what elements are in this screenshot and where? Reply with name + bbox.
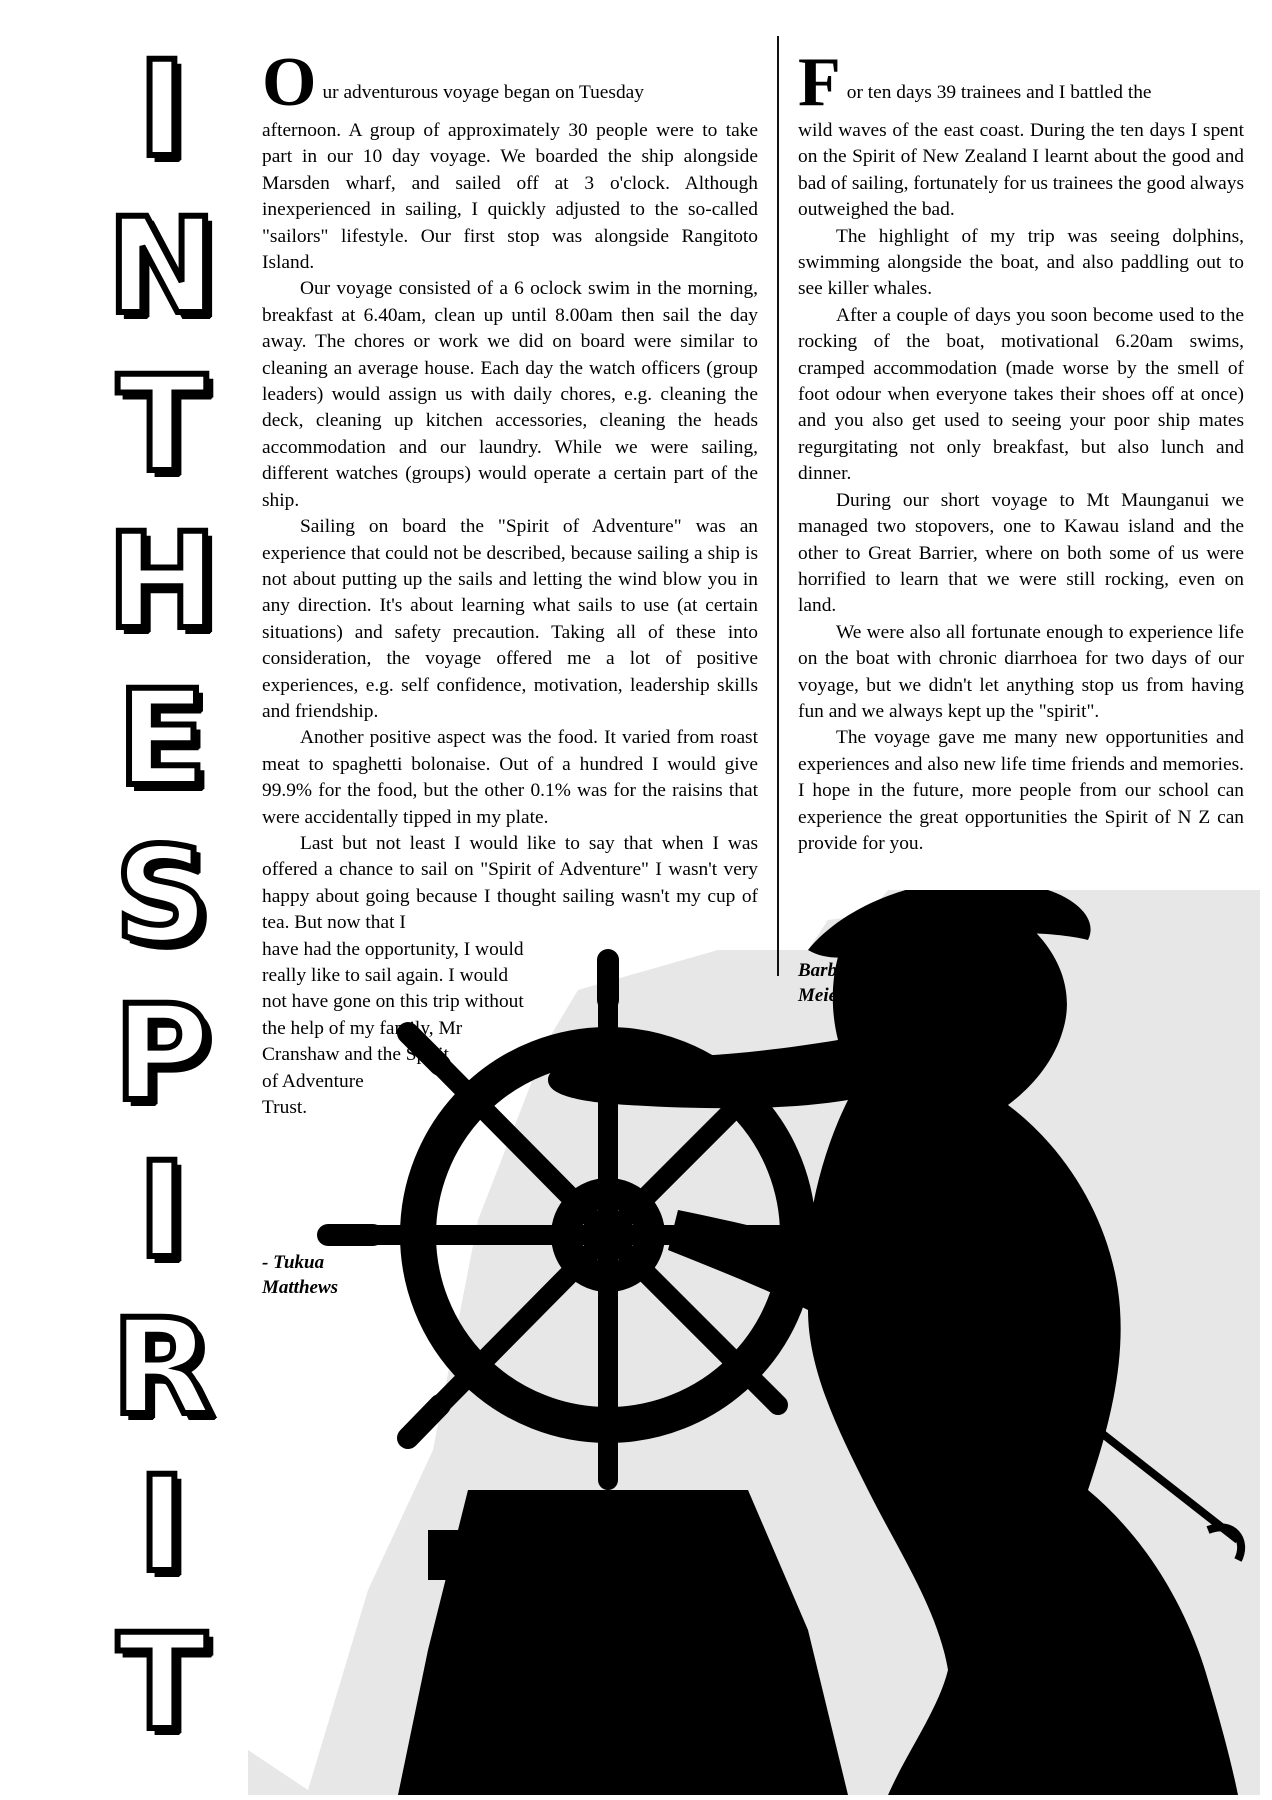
paragraph: Last but not least I would like to say that when I was offered a chance to sail on "Spirit of Adventure" I wasn't very happy about going because I thought sailing wasn't my cup of tea. But now that I xyxy=(262,832,758,934)
paragraph: The voyage gave me many new opportunities and experiences and also new life time friends and memories. I hope in the future, more people from our school can experience the great opportunities the Spirit of N Z can provide for you. xyxy=(798,727,1244,854)
lead-line xyxy=(798,44,1244,121)
title-letter: T xyxy=(116,347,208,502)
signature-dash: - xyxy=(835,930,842,951)
signature-line: Barbara xyxy=(798,960,864,981)
text-line: Trust. xyxy=(262,1097,308,1119)
lead-text: ur adventurous voyage began on Tuesday xyxy=(322,81,644,103)
title-letter: N xyxy=(106,190,218,345)
paragraph: The highlight of my trip was seeing dolphins, swimming alongside the boat, and also paddling out to see killer whales. xyxy=(798,225,1244,300)
text-line: not have gone on this trip without xyxy=(262,991,524,1013)
paragraph: We were also all fortunate enough to experience life on the boat with chronic diarrhoea for two days of our voyage, but we didn't let anything stop us from having fun and we always kept up the "spirit". xyxy=(798,621,1244,722)
article-column-right xyxy=(798,44,1244,857)
paragraph: Another positive aspect was the food. It varied from roast meat to spaghetti bolonaise. Out of a hundred I would give 99.9% for the food, but the other 0.1% was for the raisins that were accidentally tipped in my plate. xyxy=(262,727,758,828)
lead-text: or ten days 39 trainees and I battled the xyxy=(846,81,1152,103)
signature-line: Matthews xyxy=(262,1277,339,1298)
title-letter: I xyxy=(137,1133,187,1288)
signature-line: Meier xyxy=(798,985,845,1006)
drop-cap: F xyxy=(798,44,841,121)
paragraph: afternoon. A group of approximately 30 people were to take part in our 10 day voyage. We boarded the ship alongside Marsden wharf, and sailed off at 3 o'clock. Although inexperienced in sailing, I quickly adjusted to the so-called "sailors" lifestyle. Our first stop was alongside Rangitoto Island. xyxy=(262,120,758,274)
paragraph: wild waves of the east coast. During the ten days I spent on the Spirit of New Zealand I learnt about the good and bad of sailing, fortunately for us trainees the good always outweighed the bad. xyxy=(798,120,1244,221)
title-letter: T xyxy=(116,1605,208,1760)
vertical-title xyxy=(92,33,232,1774)
title-letter: E xyxy=(116,662,208,817)
title-letter: P xyxy=(113,976,211,1131)
article-column-left xyxy=(262,44,758,1121)
author-signature-right xyxy=(798,958,918,1008)
paragraph: Our voyage consisted of a 6 oclock swim in the morning, breakfast at 6.40am, clean up until 8.00am then sail the day away. The chores or work we did on board were similar to cleaning an average house. Each day the watch officers (group leaders) would assign us with daily chores, e.g. cleaning the deck, cleaning up kitchen accessories, cleaning the heads accommodation and our laundry. While we were sailing, different watches (groups) would operate a certain part of the ship. xyxy=(262,278,758,511)
title-letter: R xyxy=(111,1291,213,1446)
text-line: of Adventure xyxy=(262,1070,364,1092)
signature-line: - Tukua xyxy=(262,1252,325,1273)
title-letter: H xyxy=(106,504,218,659)
text-line: the help of my family, Mr xyxy=(262,1017,463,1039)
paragraph: After a couple of days you soon become used to the rocking of the boat, motivational 6.20am swims, cramped accommodation (made worse by the smell of foot odour when everyone takes their shoes off at once) and you also get used to seeing your poor ship mates regurgitating not only breakfast, but also lunch and dinner. xyxy=(798,304,1244,485)
paragraph: During our short voyage to Mt Maunganui we managed two stopovers, one to Kawau island and the other to Great Barrier, where on both some of us were horrified to learn that we were still rocking, even on land. xyxy=(798,489,1244,617)
text-line: Cranshaw and the Spirit xyxy=(262,1044,449,1066)
title-letter: I xyxy=(137,1448,187,1603)
author-signature-left xyxy=(262,1250,402,1300)
paragraph: Sailing on board the "Spirit of Adventure" was an experience that could not be described, because sailing a ship is not about putting up the sails and letting the wind blow you in any direction. It's about learning what sails to use (at certain situations) and safety precaution. Taking all of these into consideration, the voyage offered me a lot of positive experiences, e.g. self confidence, motivation, leadership skills and friendship. xyxy=(262,516,758,722)
text-line: really like to sail again. I would xyxy=(262,965,509,986)
title-letter: S xyxy=(114,819,210,974)
lead-line xyxy=(262,44,758,121)
column-divider xyxy=(777,36,779,976)
text-line: have had the opportunity, I would xyxy=(262,938,524,960)
title-letter: I xyxy=(137,33,187,187)
drop-cap: O xyxy=(262,44,317,121)
